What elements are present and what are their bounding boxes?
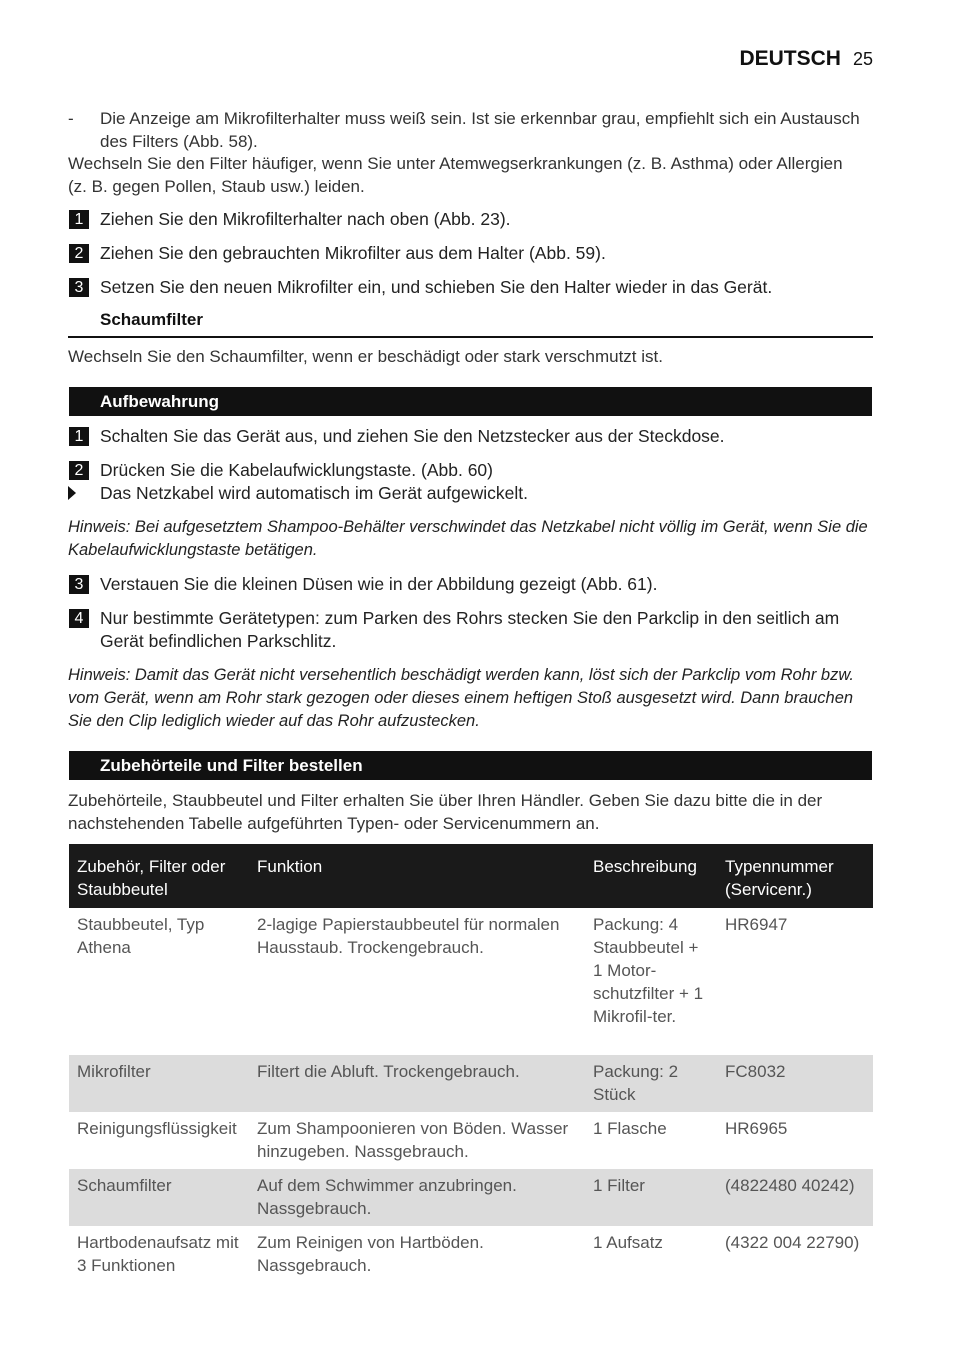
table-cell: Mikrofilter (69, 1055, 249, 1112)
table-cell: 2-lagige Papierstaubbeutel für normalen Hausstaub. Trockengebrauch. (257, 915, 560, 957)
table-cell: (4822480 40242) (717, 1169, 873, 1226)
table-cell: Filtert die Abluft. Trockengebrauch. (249, 1055, 585, 1112)
step-number: 4 (69, 609, 89, 628)
step-number: 3 (69, 278, 89, 297)
table-cell: 1 Aufsatz (593, 1233, 663, 1252)
step-text: Verstauen Sie die kleinen Düsen wie in der Abbildung gezeigt (Abb. 61). (100, 574, 658, 594)
page-header (739, 47, 873, 71)
column-header: Beschreibung (585, 844, 717, 908)
table-cell: Zum Reinigen von Hartböden. Nassgebrauch. (257, 1233, 484, 1275)
table-row (69, 908, 873, 1055)
intro-bullet-text: Die Anzeige am Mikrofilterhalter muss weiß sein. Ist sie erkennbar grau, empfiehlt sich ein Austausch des Filters (Abb. 58). (100, 109, 860, 151)
bestellen-text: Zubehörteile, Staubbeutel und Filter erhalten Sie über Ihren Händler. Geben Sie dazu bitte die in der nachstehenden Tabelle aufgeführten Typen- oder Servicenummern an. (68, 791, 823, 833)
table-cell: HR6965 (725, 1119, 788, 1138)
accessories-table (69, 844, 873, 1283)
page-number: 25 (852, 49, 873, 69)
note-text: Hinweis: Bei aufgesetztem Shampoo-Behälter verschwindet das Netzkabel nicht völlig im Gerät, wenn Sie die Kabelaufwicklungstaste betätigen. (68, 518, 868, 559)
table-cell: Zum Shampoonieren von Böden. Wasser hinzugeben. Nassgebrauch. (257, 1119, 569, 1161)
step-number: 1 (69, 210, 89, 229)
step-number: 2 (69, 461, 89, 480)
language-label: DEUTSCH (739, 47, 841, 70)
result-arrow-icon (68, 486, 76, 500)
table-cell: Schaumfilter (69, 1169, 249, 1226)
step-text: Ziehen Sie den Mikrofilterhalter nach oben (Abb. 23). (100, 209, 511, 229)
section-bar-bestellen (69, 751, 872, 780)
section-title: Zubehörteile und Filter bestellen (100, 756, 363, 775)
step-text: Ziehen Sie den gebrauchten Mikrofilter aus dem Halter (Abb. 59). (100, 243, 606, 263)
table-cell: Auf dem Schwimmer anzubringen. Nassgebrauch. (249, 1169, 585, 1226)
table-cell: 1 Flasche (593, 1119, 667, 1138)
table-cell: Staubbeutel, Typ Athena (77, 915, 205, 957)
table-row (69, 1226, 873, 1283)
table-cell: FC8032 (717, 1055, 873, 1112)
section-title: Aufbewahrung (100, 392, 219, 411)
column-header: Funktion (249, 844, 585, 908)
table-cell: Packung: 4 Staubbeutel + 1 Motor-schutzfilter + 1 Mikrofil-ter. (593, 915, 704, 1026)
table-header-row (69, 844, 873, 908)
column-header: Zubehör, Filter oder Staubbeutel (69, 844, 249, 908)
table-row (69, 1112, 873, 1169)
table-cell: 1 Filter (585, 1169, 717, 1226)
step-text: Setzen Sie den neuen Mikrofilter ein, und schieben Sie den Halter wieder in das Gerät. (100, 277, 773, 297)
section-bar-aufbewahrung (69, 387, 872, 416)
step-result: Das Netzkabel wird automatisch im Gerät aufgewickelt. (100, 483, 528, 503)
step-text: Schalten Sie das Gerät aus, und ziehen Sie den Netzstecker aus der Steckdose. (100, 426, 725, 446)
column-header: Typennummer (Servicenr.) (717, 844, 873, 908)
table-row (69, 1055, 873, 1112)
table-row (69, 1169, 873, 1226)
step-text: Drücken Sie die Kabelaufwicklungstaste. (Abb. 60) (100, 460, 493, 480)
subsection-rule (68, 336, 873, 338)
step-number: 2 (69, 244, 89, 263)
step-number: 1 (69, 427, 89, 446)
step-number: 3 (69, 575, 89, 594)
subsection-title-schaumfilter: Schaumfilter (100, 310, 203, 329)
table-cell: Hartbodenaufsatz mit 3 Funktionen (77, 1233, 239, 1275)
intro-paragraph: Wechseln Sie den Filter häufiger, wenn Sie unter Atemwegserkrankungen (z. B. Asthma) oder Allergien (z. B. gegen Pollen, Staub usw.) leiden. (68, 154, 843, 196)
bullet-dash: - (68, 109, 74, 128)
table-cell: (4322 004 22790) (725, 1233, 860, 1252)
table-cell: Reinigungsflüssigkeit (77, 1119, 237, 1138)
table-cell: HR6947 (725, 915, 788, 934)
note-text: Hinweis: Damit das Gerät nicht versehentlich beschädigt werden kann, löst sich der Parkclip vom Rohr bzw. vom Gerät, wenn am Rohr stark gezogen oder dieses einem heftigen Stoß ausgesetzt wird. Dann brauchen Sie den Clip lediglich wieder auf das Rohr aufzustecken. (68, 666, 854, 730)
table-cell: Packung: 2 Stück (585, 1055, 717, 1112)
step-text: Nur bestimmte Gerätetypen: zum Parken des Rohrs stecken Sie den Parkclip in den seitlich am Gerät befindlichen Parkschlitz. (100, 608, 840, 651)
schaumfilter-text: Wechseln Sie den Schaumfilter, wenn er beschädigt oder stark verschmutzt ist. (68, 347, 663, 366)
